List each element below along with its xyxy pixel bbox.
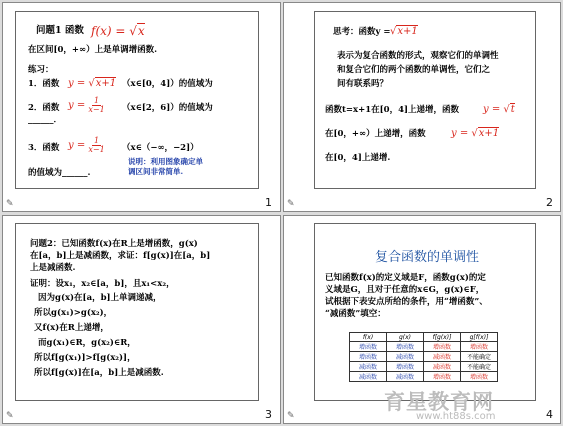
table-cell: 不能确定 (461, 352, 498, 362)
answer-line-3: 在[0，4]上递增. (325, 153, 391, 163)
think-line-1: 表示为复合函数的形式，观察它们的单调性 (337, 51, 499, 61)
table-cell: 增函数 (424, 372, 461, 382)
table-cell: 增函数 (424, 342, 461, 352)
page-2 (283, 2, 561, 212)
page-3 (2, 215, 281, 424)
proof-line: 证明：设x₁，x₂∈[a，b]，且x₁<x₂， (30, 279, 175, 289)
page-number: 3 (265, 408, 272, 421)
item1-formula: y = √x+1 (68, 78, 117, 89)
table-row (350, 362, 498, 372)
proof-line: 又f(x)在R上递增， (34, 323, 109, 333)
slide-4 (314, 223, 536, 401)
proof-line: 因为g(x)在[a，b]上单调递减， (38, 293, 162, 303)
table-header-row (350, 333, 498, 342)
slide-2 (314, 11, 536, 189)
watermark-url: www.ht88s.com (416, 411, 496, 422)
item2-prefix: 2．函数 (28, 103, 60, 113)
table-header: g(x) (387, 333, 424, 342)
monotonic-statement: 在区间[0，+∞）上是单调增函数. (28, 45, 158, 55)
item3-blank: 的值域为______. (28, 168, 91, 178)
hint-line-2: 调区间非常简单. (128, 167, 184, 176)
table-cell: 增函数 (350, 352, 387, 362)
item1-prefix: 1．函数 (28, 79, 60, 89)
table-row (350, 372, 498, 382)
page-number: 4 (546, 408, 553, 421)
note-icon: ✎ (287, 199, 295, 209)
item3-domain: （x∈（−∞，−2]） (122, 143, 199, 153)
description-line: “减函数”填空： (325, 309, 386, 319)
page-1 (2, 2, 281, 212)
think-line-2: 和复合它们的两个函数的单调性，它们之 (337, 65, 491, 75)
item2-formula: y = $\frac{1}{x-1}$ (68, 96, 105, 114)
table-cell: 增函数 (350, 342, 387, 352)
problem-line: 问题2：已知函数f(x)在R上是增函数，g(x) (30, 239, 198, 249)
table-row (350, 342, 498, 352)
answer-line-1: 函数t=x+1在[0，4]上递增，函数 (325, 105, 460, 115)
slide-title: 复合函数的单调性 (375, 250, 480, 265)
page-number: 2 (546, 196, 553, 209)
description-line: 已知函数f(x)的定义域是F，函数g(x)的定 (325, 273, 486, 283)
table-header: g[f(x)] (461, 333, 498, 342)
table-cell: 增函数 (461, 372, 498, 382)
think-prefix: 思考：函数y = (333, 27, 391, 37)
sqrt-t-formula: y = √t (483, 104, 515, 115)
page-number: 1 (265, 196, 272, 209)
note-icon: ✎ (6, 199, 14, 209)
proof-line: 所以g(x₁)>g(x₂)， (34, 308, 113, 318)
problem-line: 上是减函数. (30, 263, 76, 273)
page-4 (283, 215, 561, 424)
answer-line-2: 在[0，+∞）上递增，函数 (325, 129, 426, 139)
item3-prefix: 3．函数 (28, 143, 60, 153)
table-cell: 增函数 (387, 362, 424, 372)
table-cell: 增函数 (461, 342, 498, 352)
hint-line-1: 说明：利用图象确定单 (128, 157, 203, 166)
description-line: 义域是G，且对于任意的x∈G，g(x)∈F， (325, 285, 485, 295)
note-icon: ✎ (287, 411, 295, 421)
sqrt-x1-formula: y = √x+1 (451, 128, 500, 139)
item3-formula: y = $\frac{1}{x-1}$ (68, 136, 105, 154)
item2-domain: （x∈[2，6]）的值域为 (122, 103, 213, 113)
think-formula: √x+1 (390, 26, 418, 37)
watermark: 育星教育网 (384, 390, 494, 414)
table-cell: 减函数 (387, 372, 424, 382)
table-cell: 减函数 (350, 362, 387, 372)
table-cell: 减函数 (424, 362, 461, 372)
practice-label: 练习： (28, 65, 54, 75)
monotonicity-table (349, 332, 498, 382)
table-cell: 减函数 (350, 372, 387, 382)
description-line: 试根据下表安点所给的条件，用“增函数”、 (325, 297, 488, 307)
slide-1 (15, 11, 259, 189)
table-cell: 减函数 (387, 352, 424, 362)
question-title: 问题1 函数 (36, 25, 84, 36)
proof-line: 所以f[g(x₁)]>f[g(x₂)]， (34, 353, 136, 363)
item2-blank: ______． (28, 115, 63, 125)
table-header: f[g(x)] (424, 333, 461, 342)
problem-line: 在[a，b]上是减函数，求证：f[g(x)]在[a，b] (30, 251, 211, 261)
proof-line: 而g(x₁)∈R，g(x₂)∈R， (38, 338, 136, 348)
table-cell: 减函数 (424, 352, 461, 362)
table-header: f(x) (350, 333, 387, 342)
item1-domain: （x∈[0，4]）的值域为 (122, 79, 213, 89)
note-icon: ✎ (6, 411, 14, 421)
proof-line: 所以f[g(x)]在[a，b]上是减函数. (34, 368, 164, 378)
table-cell: 不能确定 (461, 362, 498, 372)
slide-3 (15, 223, 259, 401)
f-of-x-formula: f(x) = √x (91, 24, 145, 38)
table-row (350, 352, 498, 362)
think-line-3: 间有联系吗？ (337, 79, 389, 89)
table-cell: 增函数 (387, 342, 424, 352)
